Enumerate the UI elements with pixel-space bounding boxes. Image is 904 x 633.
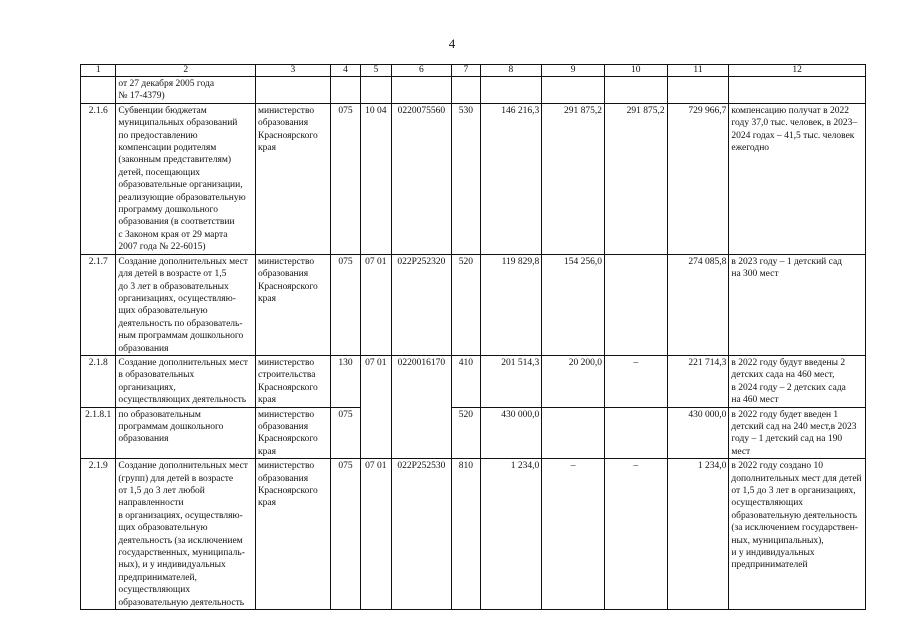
row-name: Создание дополнительных мест в образовательных организациях, осуществляющих деятельность [116,355,256,407]
row-total: 729 966,7 [667,103,729,254]
row-2024 [604,407,667,459]
col-header: 11 [667,65,729,77]
row-2024: – [604,459,667,610]
table-row [81,459,866,610]
table-row-continuation [81,77,866,104]
col-header: 3 [255,65,330,77]
row-2022: 201 514,3 [480,355,542,407]
row-executor: министерство образования Красноярского края [255,103,330,254]
row-rzpr: 07 01 [361,355,391,458]
table-row [81,407,866,459]
row-total: 221 714,3 [667,355,729,407]
col-header: 10 [604,65,667,77]
row-vr: 530 [452,103,480,254]
row-2024: 291 875,2 [604,103,667,254]
row-result: в 2022 году будет введен 1 детский сад на 240 мест,в 2023 году – 1 детский сад на 190 мест [729,407,866,459]
row-2023 [542,407,605,459]
row-2024 [604,254,667,355]
row-grbs: 075 [330,103,360,254]
row-result: в 2022 году будут введены 2 детских сада на 460 мест, в 2024 году – 2 детских сада на 460 мест [729,355,866,407]
col-header: 5 [361,65,391,77]
row-total: 1 234,0 [667,459,729,610]
row-csr: 0220075560 [391,103,452,254]
row-number: 2.1.9 [81,459,116,610]
row-name: Создание дополнительных мест (групп) для детей в возрасте от 1,5 до 3 лет любой направленности в организациях, осуществляю- щих образовательную деятельность (за исключением государственных, муниципаль- ных), и у индивидуальных предпринимателей, осуществляющих образовательную деятельность [116,459,256,610]
row-executor: министерство образования Красноярского края [255,459,330,610]
row-grbs: 075 [330,254,360,355]
row-2024: – [604,355,667,407]
row-rzpr: 07 01 [361,254,391,355]
row-2023: 291 875,2 [542,103,605,254]
page-number: 4 [448,36,456,51]
row-vr: 520 [452,254,480,355]
row-grbs: 075 [330,407,360,459]
row-rzpr: 10 04 [361,103,391,254]
row-vr: 810 [452,459,480,610]
table-row [81,103,866,254]
col-header: 12 [729,65,866,77]
row-number: 2.1.8.1 [81,407,116,459]
row-executor: министерство образования Красноярского края [255,407,330,459]
row-2022: 146 216,3 [480,103,542,254]
row-2022: 430 000,0 [480,407,542,459]
row-name: по образовательным программам дошкольного образования [116,407,256,459]
row-name: Создание дополнительных мест для детей в возрасте от 1,5 до 3 лет в образовательных организациях, осуществляю- щих образовательную деятельность по образователь- ным программам дошкольного образования [116,254,256,355]
col-header: 7 [452,65,480,77]
row-vr: 410 [452,355,480,407]
row-csr: 022P252530 [391,459,452,610]
table-row [81,254,866,355]
row-2022: 119 829,8 [480,254,542,355]
row-number: 2.1.7 [81,254,116,355]
row-total: 274 085,8 [667,254,729,355]
row-csr: 0220016170 [391,355,452,458]
row-csr: 022P252320 [391,254,452,355]
col-header: 8 [480,65,542,77]
row-grbs: 075 [330,459,360,610]
col-header: 1 [81,65,116,77]
continuation-text: от 27 декабря 2005 года № 17-4379) [116,77,256,104]
row-2023: – [542,459,605,610]
row-executor: министерство строительства Красноярского края [255,355,330,407]
row-number: 2.1.8 [81,355,116,407]
row-2023: 154 256,0 [542,254,605,355]
row-rzpr: 07 01 [361,459,391,610]
col-header: 6 [391,65,452,77]
table-row [81,355,866,407]
row-name: Субвенции бюджетам муниципальных образований по предоставлению компенсации родителям (законным представителям) детей, посещающих образовательные организации, реализующие образовательную программу дошкольного образования (в соответствии с Законом края от 29 марта 2007 года № 22-6015) [116,103,256,254]
col-header: 2 [116,65,256,77]
row-result: в 2022 году создано 10 дополнительных мест для детей от 1,5 до 3 лет в организациях, осуществляющих образовательную деятельность (за исключением государствен- ных, муниципальных), и у индивидуальных предпринимателей [729,459,866,610]
col-header: 9 [542,65,605,77]
row-2023: 20 200,0 [542,355,605,407]
row-vr: 520 [452,407,480,459]
row-2022: 1 234,0 [480,459,542,610]
col-header: 4 [330,65,360,77]
row-number: 2.1.6 [81,103,116,254]
row-result: в 2023 году – 1 детский сад на 300 мест [729,254,866,355]
row-executor: министерство образования Красноярского края [255,254,330,355]
budget-table [80,64,866,610]
row-grbs: 130 [330,355,360,407]
row-total: 430 000,0 [667,407,729,459]
row-result: компенсацию получат в 2022 году 37,0 тыс. человек, в 2023– 2024 годах – 41,5 тыс. человек ежегодно [729,103,866,254]
column-number-row [81,65,866,77]
